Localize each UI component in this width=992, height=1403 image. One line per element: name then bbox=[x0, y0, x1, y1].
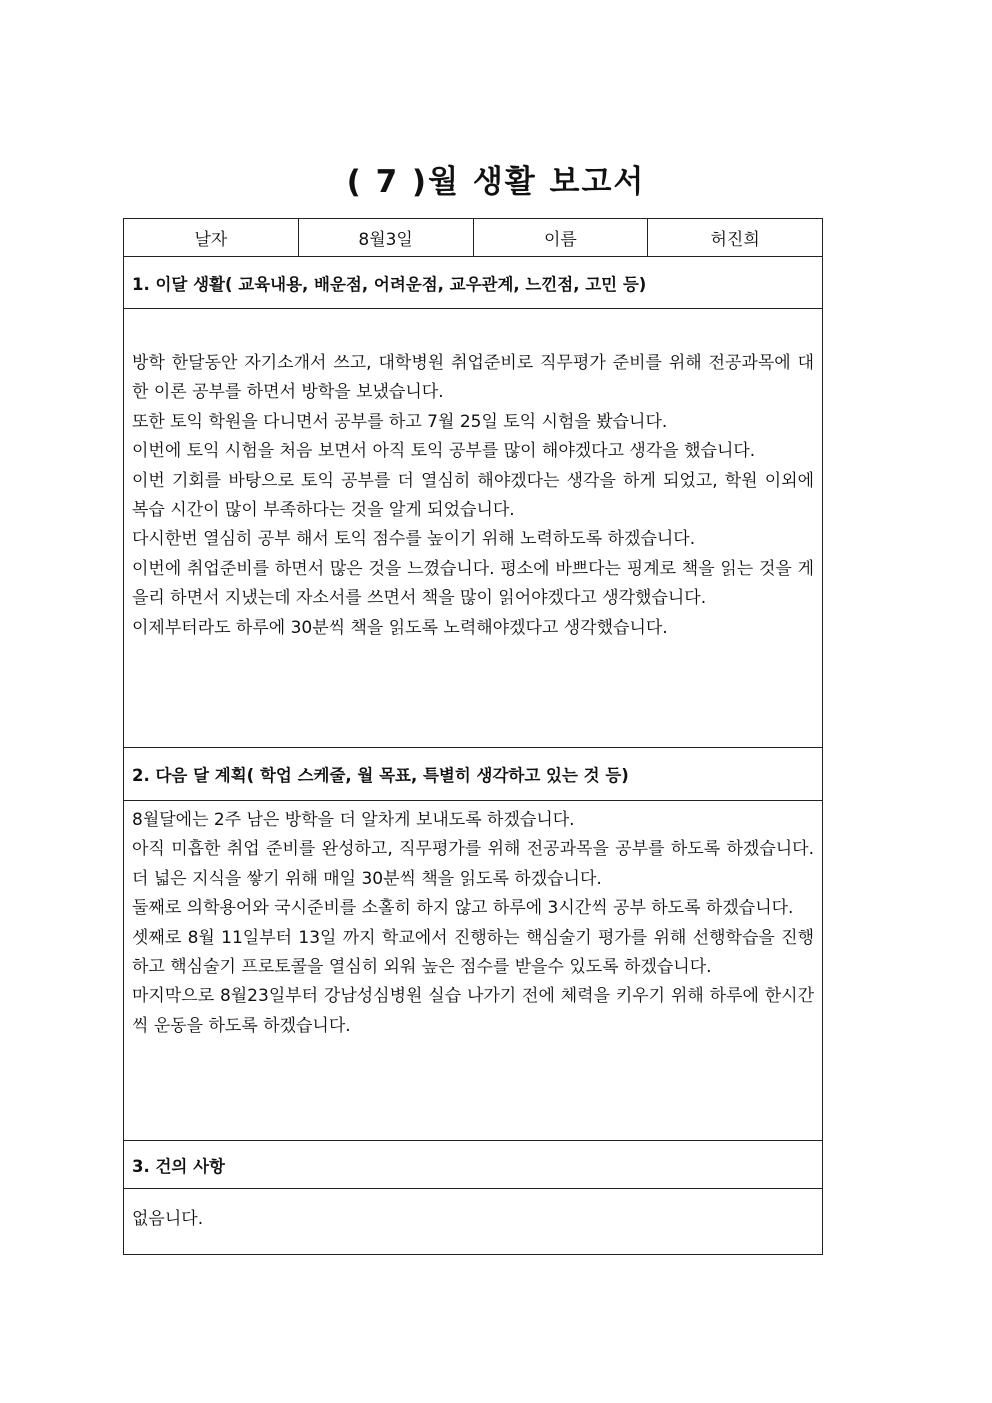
report-form bbox=[123, 218, 823, 1255]
name-value: 허진희 bbox=[710, 230, 760, 250]
section-1-body bbox=[124, 309, 822, 748]
section-2-body bbox=[124, 801, 822, 1141]
paragraph: 이번에 취업준비를 하면서 많은 것을 느꼈습니다. 평소에 바쁘다는 핑계로 책을 읽는 것을 게을리 하면서 지냈는데 자소서를 쓰면서 책을 많이 읽어야겠다고 생각했습니다. bbox=[132, 558, 814, 609]
header-row bbox=[124, 219, 822, 257]
paragraph: 또한 토익 학원을 다니면서 공부를 하고 7월 25일 토익 시험을 봤습니다. bbox=[132, 411, 668, 432]
paragraph: 셋째로 8월 11일부터 13일 까지 학교에서 진행하는 핵심술기 평가를 위해 선행학습을 진행하고 핵심술기 프로토콜을 열심히 외워 높은 점수를 받을수 있도록 하겠습니다. bbox=[132, 927, 814, 978]
paragraph: 이번 기회를 바탕으로 토익 공부를 더 열심히 해야겠다는 생각을 하게 되었고, 학원 이외에 복습 시간이 많이 부족하다는 것을 알게 되었습니다. bbox=[132, 470, 814, 521]
section-3-title: 3. 건의 사항 bbox=[124, 1141, 822, 1189]
page-title: ( 7 )월 생활 보고서 bbox=[346, 164, 646, 200]
paragraph: 아직 미흡한 취업 준비를 완성하고, 직무평가를 위해 전공과목을 공부를 하도록 하겠습니다. 더 넓은 지식을 쌓기 위해 매일 30분씩 책을 읽도록 하겠습니다. bbox=[132, 839, 814, 889]
section-1-title: 1. 이달 생활( 교육내용, 배운점, 어려운점, 교우관계, 느낀점, 고민 등) bbox=[124, 257, 822, 309]
paragraph: 이번에 토익 시험을 처음 보면서 아직 토익 공부를 많이 해야겠다고 생각을 했습니다. bbox=[132, 441, 756, 462]
paragraph: 마지막으로 8월23일부터 강남성심병원 실습 나가기 전에 체력을 키우기 위해 하루에 한시간씩 운동을 하도록 하겠습니다. bbox=[132, 986, 814, 1036]
paragraph: 8월달에는 2주 남은 방학을 더 알차게 보내도록 하겠습니다. bbox=[132, 810, 575, 830]
paragraph: 없음니다. bbox=[132, 1209, 204, 1229]
paragraph: 이제부터라도 하루에 30분씩 책을 읽도록 노력해야겠다고 생각했습니다. bbox=[132, 617, 668, 638]
date-label: 날자 bbox=[124, 219, 299, 256]
section-2-title: 2. 다음 달 계획( 학업 스케줄, 월 목표, 특별히 생각하고 있는 것 등) bbox=[124, 748, 822, 801]
name-label: 이름 bbox=[474, 219, 649, 256]
paragraph: 방학 한달동안 자기소개서 쓰고, 대학병원 취업준비로 직무평가 준비를 위해 전공과목에 대한 이론 공부를 하면서 방학을 보냈습니다. bbox=[132, 353, 814, 403]
paragraph: 다시한번 열심히 공부 해서 토익 점수를 높이기 위해 노력하도록 하겠습니다. bbox=[132, 529, 696, 550]
paragraph: 둘째로 의학용어와 국시준비를 소홀히 하지 않고 하루에 3시간씩 공부 하도록 하겠습니다. bbox=[132, 898, 794, 919]
section-3-body bbox=[124, 1189, 822, 1254]
date-value: 8월3일 bbox=[299, 219, 474, 256]
